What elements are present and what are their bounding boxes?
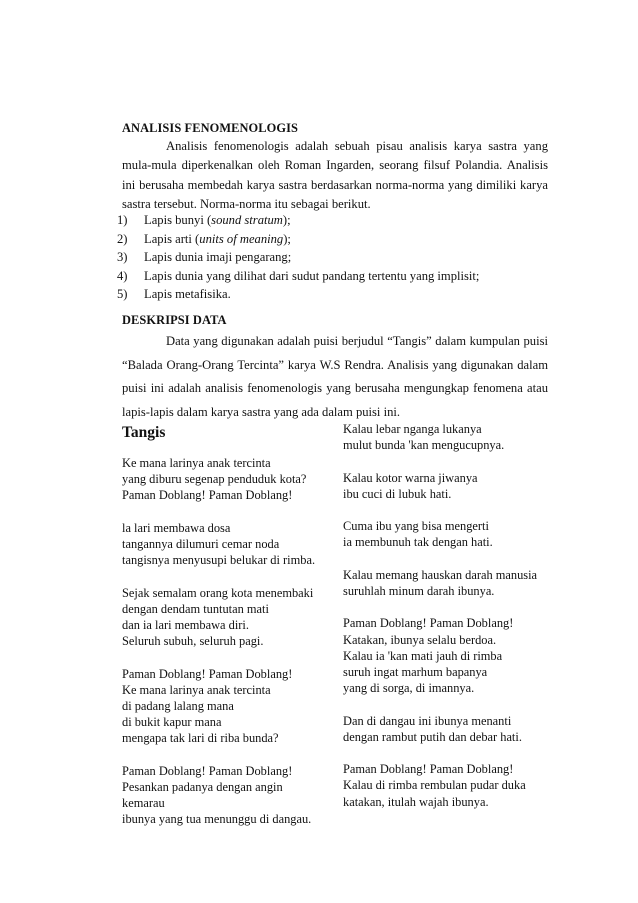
poem-line: di padang lalang mana [122, 699, 234, 713]
poem-line: yang diburu segenap penduduk kota? [122, 472, 307, 487]
poem-line: dengan dendam tuntutan mati [122, 601, 269, 616]
poem-stanza [122, 666, 337, 747]
poem-line: Kalau lebar nganga lukanya [343, 422, 482, 436]
poem-line: ibunya yang tua menunggu di dangau. [122, 812, 312, 827]
poem-line: ibu cuci di lubuk hati. [343, 486, 452, 501]
poem-line: Dan di dangau ini ibunya menanti [343, 713, 512, 728]
poem-line: Pesankan padanya dengan angin [122, 780, 283, 794]
poem-left-column [122, 455, 337, 844]
poem-line: tangannya dilumuri cemar noda [122, 537, 280, 551]
poem-stanza [343, 518, 558, 550]
poem-line: ia membunuh tak dengan hati. [343, 535, 493, 550]
poem-stanza [343, 421, 558, 453]
poem-stanza [122, 455, 337, 504]
poem-line: Cuma ibu yang bisa mengerti [343, 519, 489, 534]
poem-line: Kalau kotor warna jiwanya [343, 470, 478, 485]
poem-line: katakan, itulah wajah ibunya. [343, 794, 489, 809]
poem-title: Tangis [122, 424, 166, 441]
poem-line: tangisnya menyusupi belukar di rimba. [122, 553, 316, 568]
poem-line: Kalau memang hauskan darah manusia [343, 567, 538, 582]
poem-line: Ke mana larinya anak tercinta [122, 682, 271, 697]
poem-line: Katakan, ibunya selalu berdoa. [343, 632, 497, 647]
analisis-paragraph [122, 137, 548, 214]
list-item: 1) Lapis bunyi (sound stratum); [117, 211, 479, 230]
poem-line: la lari membawa dosa [122, 520, 231, 535]
poem-stanza [122, 585, 337, 650]
poem-stanza [343, 567, 558, 599]
list-item: 4) Lapis dunia yang dilihat dari sudut pandang tertentu yang implisit; [117, 267, 479, 286]
poem-stanza [343, 761, 558, 810]
deskripsi-text: Data yang digunakan adalah puisi berjudul “Tangis” dalam kumpulan puisi “Balada Orang-Orang Tercinta” karya W.S Rendra. Analisis yang digunakan dalam puisi ini adalah analisis fenomenologis yang berusaha mengungkap fenomena atau lapis-lapis dalam karya sastra yang ada dalam puisi ini. [122, 334, 548, 420]
analisis-text: Analisis fenomenologis adalah sebuah pisau analisis karya sastra yang mula-mula diperkenalkan oleh Roman Ingarden, seorang filsuf Polandia. Analisis ini berusaha membedah karya sastra berdasarkan norma-norma yang dimiliki karya sastra tersebut. Norma-norma itu sebagai berikut. [122, 139, 548, 211]
deskripsi-paragraph [122, 330, 548, 425]
list-item: 3) Lapis dunia imaji pengarang; [117, 248, 479, 267]
poem-line: dengan rambut putih dan debar hati. [343, 729, 522, 744]
list-item: 2) Lapis arti (units of meaning); [117, 230, 479, 249]
poem-line: Paman Doblang! Paman Doblang! [122, 763, 293, 778]
poem-line: Paman Doblang! Paman Doblang! [122, 488, 293, 503]
poem-right-column [343, 421, 558, 826]
poem-line: yang di sorga, di imannya. [343, 681, 475, 696]
poem-line: Seluruh subuh, seluruh pagi. [122, 634, 264, 649]
poem-line: di bukit kapur mana [122, 715, 222, 730]
list-number: 3) [117, 250, 128, 265]
poem-line: kemarau [122, 796, 165, 811]
poem-line: Ke mana larinya anak tercinta [122, 456, 271, 470]
poem-stanza [343, 713, 558, 745]
list-number: 5) [117, 287, 128, 302]
poem-line: Paman Doblang! Paman Doblang! [343, 616, 514, 631]
list-number: 4) [117, 268, 128, 283]
norma-list [117, 211, 479, 304]
poem-line: Sejak semalam orang kota menembaki [122, 585, 314, 600]
poem-line: Kalau di rimba rembulan pudar duka [343, 778, 526, 793]
poem-line: mulut bunda 'kan mengucupnya. [343, 438, 505, 453]
poem-stanza [343, 615, 558, 696]
poem-line: Paman Doblang! Paman Doblang! [122, 666, 293, 681]
poem-stanza [122, 520, 337, 569]
deskripsi-heading: DESKRIPSI DATA [122, 313, 227, 327]
poem-line: dan ia lari membawa diri. [122, 618, 249, 632]
poem-line: suruh ingat marhum bapanya [343, 664, 488, 679]
poem-line: suruhlah minum darah ibunya. [343, 583, 495, 598]
list-number: 1) [117, 213, 128, 227]
list-item: 5) Lapis metafisika. [117, 285, 479, 304]
poem-stanza [343, 470, 558, 502]
poem-stanza [122, 763, 337, 828]
poem-line: Paman Doblang! Paman Doblang! [343, 762, 514, 777]
analisis-heading: ANALISIS FENOMENOLOGIS [122, 121, 299, 135]
poem-line: Kalau ia 'kan mati jauh di rimba [343, 648, 503, 663]
list-number: 2) [117, 231, 128, 246]
poem-line: mengapa tak lari di riba bunda? [122, 731, 279, 746]
